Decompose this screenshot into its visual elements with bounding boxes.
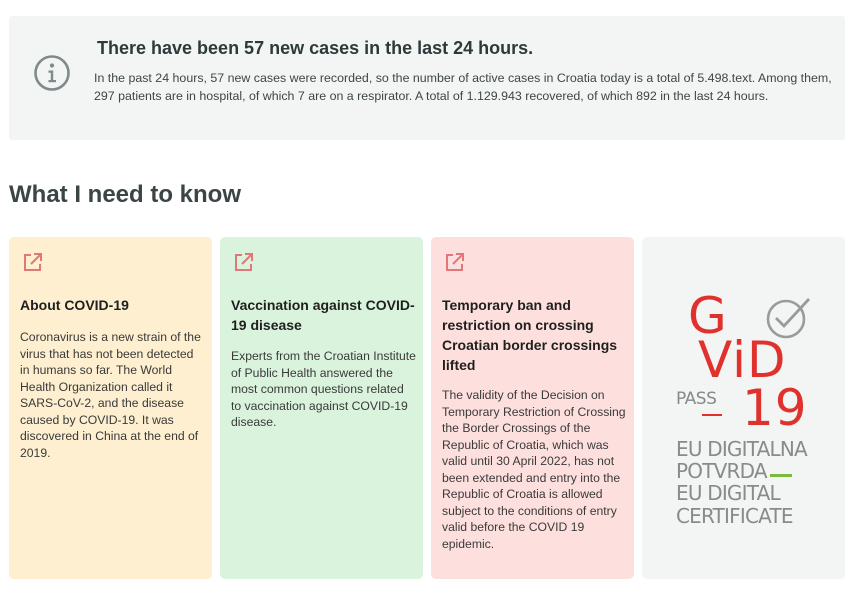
logo-pass: PASS xyxy=(676,389,717,409)
card-covid-pass[interactable] xyxy=(642,237,845,579)
card-title[interactable]: About COVID-19 xyxy=(20,297,129,313)
logo-line-certificate: CERTIFICATE xyxy=(676,504,793,528)
logo-line-potvrda: POTVRDA xyxy=(676,459,767,483)
logo-go: G xyxy=(688,287,728,345)
card-about-covid[interactable] xyxy=(9,237,212,579)
card-text: Experts from the Croatian Institute of Public Health answered the most common questions related to vaccination against COVID-19 disease. xyxy=(231,349,416,429)
logo-vid: ViD xyxy=(698,331,787,389)
card-vaccination[interactable] xyxy=(220,237,423,579)
section-title: What I need to know xyxy=(9,181,241,208)
logo-line-eu-digital: EU DIGITAL xyxy=(676,481,780,505)
logo-green-bar xyxy=(770,474,792,477)
logo-line-eu-digitalna: EU DIGITALNA xyxy=(676,437,807,461)
info-alert xyxy=(9,16,845,140)
card-title[interactable]: Temporary ban and restriction on crossing Croatian border crossings lifted xyxy=(442,297,618,373)
info-icon xyxy=(33,54,71,92)
alert-body: In the past 24 hours, 57 new cases were recorded, so the number of active cases in Croatia today is a total of 5.498.text. Among them, 297 patients are in hospital, of which 7 are on a respirator. A total of 1.129.943 recovered, of which 892 in the last 24 hours. xyxy=(94,71,832,103)
external-link-icon[interactable] xyxy=(22,251,44,273)
logo-19: 19 xyxy=(742,379,808,437)
external-link-icon[interactable] xyxy=(233,251,255,273)
external-link-icon[interactable] xyxy=(444,251,466,273)
card-title[interactable]: Vaccination against COVID-19 disease xyxy=(231,297,415,333)
eu-digital-certificate-logo[interactable] xyxy=(676,287,816,537)
logo-pass-underline xyxy=(702,414,722,416)
card-text: The validity of the Decision on Temporary Restriction of Crossing the Border Crossings of the Republic of Croatia, which was valid until 30 April 2022, has not been extended and entry into the Republic of Croatia is allowed subject to the conditions of entry valid before the COVID 19 epidemic. xyxy=(442,388,626,551)
card-border-crossings[interactable] xyxy=(431,237,634,579)
alert-title: There have been 57 new cases in the last 24 hours. xyxy=(97,38,534,58)
card-text: Coronavirus is a new strain of the virus that has not been detected in humans so far. The World Health Organization called it SARS-CoV-2, and the disease caused by COVID-19. It was discovered in China at the end of 2019. xyxy=(20,330,201,460)
